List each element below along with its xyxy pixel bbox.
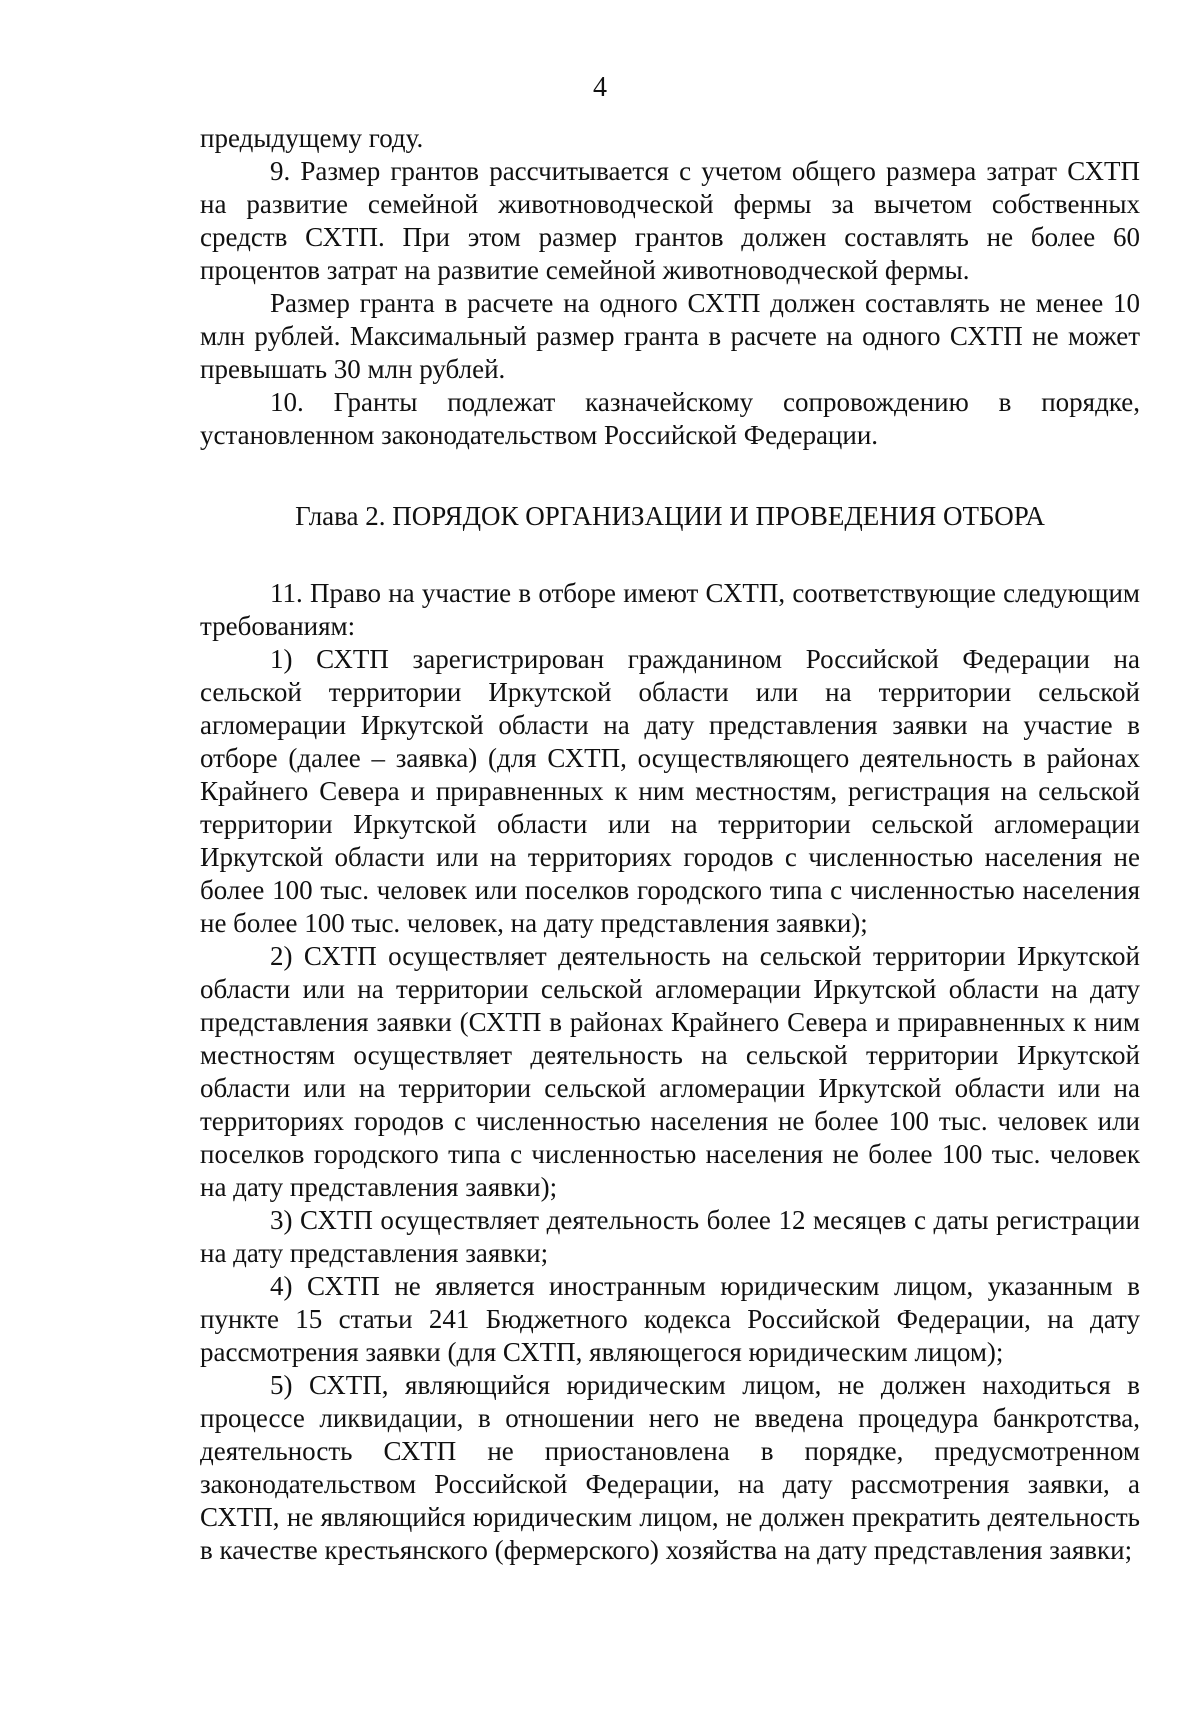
paragraph: предыдущему году. xyxy=(200,123,424,153)
chapter-heading: Глава 2. ПОРЯДОК ОРГАНИЗАЦИИ И ПРОВЕДЕНИЯ ОТБОРА xyxy=(295,501,1045,531)
paragraph: 9. Размер грантов рассчитывается с учетом общего размера затрат СХТП на развитие семейной животноводческой фермы за вычетом собственных средств СХТП. При этом размер грантов должен составлять не более 60 процентов затрат на развитие семейной животноводческой фермы. xyxy=(200,156,1140,285)
paragraph: 10. Гранты подлежат казначейскому сопровождению в порядке, установленном законодательством Российской Федерации. xyxy=(200,387,1140,450)
list-item: 2) СХТП осуществляет деятельность на сельской территории Иркутской области или на территории сельской агломерации Иркутской области на дату представления заявки (СХТП в районах Крайнего Севера и приравненных к ним местностям осуществляет деятельность на сельской территории Иркутской области или на территории сельской агломерации Иркутской области или на территориях городов с численностью населения не более 100 тыс. человек или поселков городского типа с численностью населения не более 100 тыс. человек на дату представления заявки); xyxy=(200,941,1140,1202)
document-body xyxy=(200,122,1140,1567)
paragraph: Размер гранта в расчете на одного СХТП должен составлять не менее 10 млн рублей. Максимальный размер гранта в расчете на одного СХТП не может превышать 30 млн рублей. xyxy=(200,288,1140,384)
list-item: 3) СХТП осуществляет деятельность более 12 месяцев с даты регистрации на дату представления заявки; xyxy=(200,1205,1140,1268)
page-number: 4 xyxy=(593,72,607,103)
list-item: 1) СХТП зарегистрирован гражданином Российской Федерации на сельской территории Иркутской области или на территории сельской агломерации Иркутской области на дату представления заявки на участие в отборе (далее – заявка) (для СХТП, осуществляющего деятельность в районах Крайнего Севера и приравненных к ним местностям, регистрация на сельской территории Иркутской области или на территории сельской агломерации Иркутской области или на территориях городов с численностью населения не более 100 тыс. человек или поселков городского типа с численностью населения не более 100 тыс. человек, на дату представления заявки); xyxy=(200,644,1140,938)
list-item: 4) СХТП не является иностранным юридическим лицом, указанным в пункте 15 статьи 241 Бюджетного кодекса Российской Федерации, на дату рассмотрения заявки (для СХТП, являющегося юридическим лицом); xyxy=(200,1271,1140,1367)
paragraph: 11. Право на участие в отборе имеют СХТП, соответствующие следующим требованиям: xyxy=(200,578,1140,641)
list-item: 5) СХТП, являющийся юридическим лицом, не должен находиться в процессе ликвидации, в отношении него не введена процедура банкротства, деятельность СХТП не приостановлена в порядке, предусмотренном законодательством Российской Федерации, на дату рассмотрения заявки, а СХТП, не являющийся юридическим лицом, не должен прекратить деятельность в качестве крестьянского (фермерского) хозяйства на дату представления заявки; xyxy=(200,1370,1140,1565)
